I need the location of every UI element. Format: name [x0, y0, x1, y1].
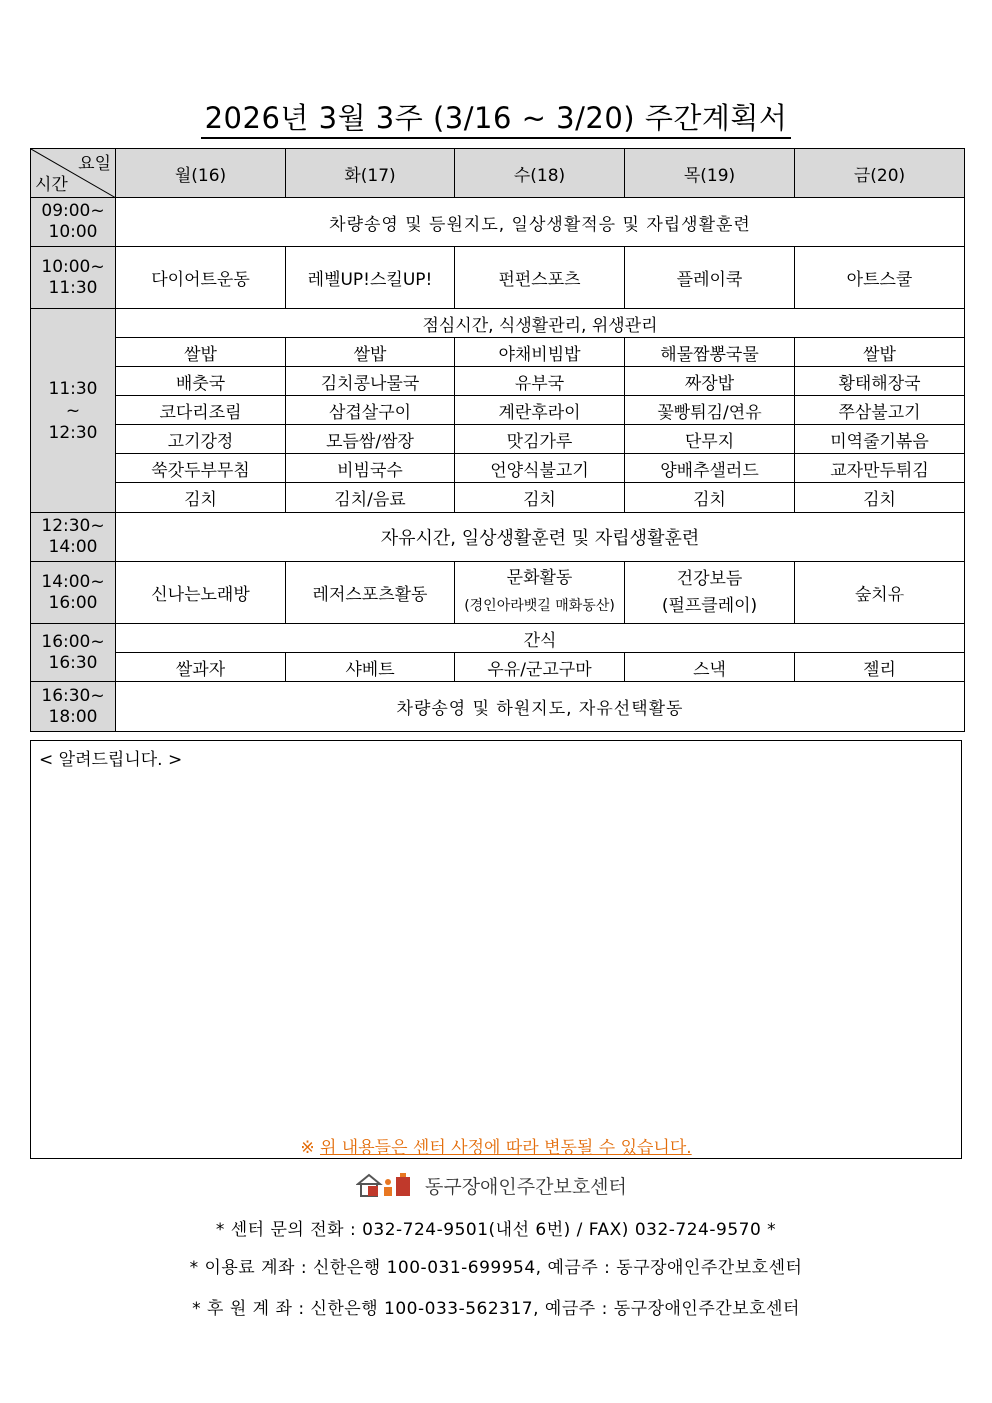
notice-box: [30, 740, 962, 1159]
lunch-header: 점심시간, 식생활관리, 위생관리: [116, 309, 965, 338]
menu-item: 맛김가루: [455, 425, 625, 454]
program-cell-thu: 건강보듬 (펄프클레이): [625, 562, 795, 624]
menu-item: 해물짬뽕국물: [625, 338, 795, 367]
program-cell-tue: 레저스포츠활동: [286, 562, 455, 624]
time-cell: 12:30~ 14:00: [31, 513, 116, 562]
notice-footer: [31, 1133, 961, 1158]
menu-row: [31, 425, 965, 454]
time-cell: 16:30~ 18:00: [31, 682, 116, 732]
snack-item: 젤리: [795, 653, 965, 682]
menu-row: [31, 338, 965, 367]
center-logo-icon: [356, 1171, 418, 1199]
menu-item: 단무지: [625, 425, 795, 454]
day-header-tue: 화(17): [286, 149, 455, 198]
menu-item: 쌀밥: [286, 338, 455, 367]
menu-item: 야채비빔밥: [455, 338, 625, 367]
menu-item: 김치콩나물국: [286, 367, 455, 396]
snack-item: 우유/군고구마: [455, 653, 625, 682]
menu-item: 계란후라이: [455, 396, 625, 425]
program-cell-fri: 아트스쿨: [795, 247, 965, 309]
program-cell-wed: 문화활동 (경인아라뱃길 매화동산): [455, 562, 625, 624]
menu-item: 황태해장국: [795, 367, 965, 396]
menu-row: [31, 367, 965, 396]
activity-cell: 자유시간, 일상생활훈련 및 자립생활훈련: [116, 513, 965, 562]
menu-item: 쌀밥: [795, 338, 965, 367]
menu-item: 미역줄기볶음: [795, 425, 965, 454]
lunch-header-row: [31, 309, 965, 338]
row-1000: [31, 247, 965, 309]
snack-row: [31, 653, 965, 682]
menu-item: 모듬쌈/쌈장: [286, 425, 455, 454]
activity-cell: 차량송영 및 하원지도, 자유선택활동: [116, 682, 965, 732]
contact-line: * 센터 문의 전화 : 032-724-9501(내선 6번) / FAX) 032-724-9570 *: [215, 1220, 777, 1240]
corner-day-label: 요일: [78, 154, 111, 174]
menu-item: 김치: [795, 483, 965, 513]
menu-item: 김치/음료: [286, 483, 455, 513]
menu-item: 쭈삼불고기: [795, 396, 965, 425]
time-cell: 14:00~ 16:00: [31, 562, 116, 624]
row-1400: [31, 562, 965, 624]
center-name: 동구장애인주간보호센터: [425, 1176, 627, 1198]
snack-item: 스낵: [625, 653, 795, 682]
corner-cell: [31, 149, 116, 198]
program-cell-mon: 다이어트운동: [116, 247, 286, 309]
program-cell-tue: 레벨UP!스킬UP!: [286, 247, 455, 309]
time-cell: 10:00~ 11:30: [31, 247, 116, 309]
program-cell-fri: 숲치유: [795, 562, 965, 624]
fee-account-line: * 이용료 계좌 : 신한은행 100-031-699954, 예금주 : 동구장애인주간보호센터: [189, 1258, 803, 1278]
snack-item: 샤베트: [286, 653, 455, 682]
menu-row: [31, 396, 965, 425]
menu-item: 삼겹살구이: [286, 396, 455, 425]
row-1230: [31, 513, 965, 562]
day-header-mon: 월(16): [116, 149, 286, 198]
menu-item: 교자만두튀김: [795, 454, 965, 483]
menu-row: [31, 483, 965, 513]
snack-item: 쌀과자: [116, 653, 286, 682]
menu-item: 코다리조림: [116, 396, 286, 425]
menu-item: 유부국: [455, 367, 625, 396]
menu-item: 고기강정: [116, 425, 286, 454]
notice-heading: < 알려드립니다. >: [39, 750, 183, 770]
program-cell-thu: 플레이쿡: [625, 247, 795, 309]
day-header-fri: 금(20): [795, 149, 965, 198]
notice-footer-text: 위 내용들은 센터 사정에 따라 변동될 수 있습니다.: [319, 1138, 692, 1158]
time-cell-lunch: 11:30 ~ 12:30: [31, 309, 116, 513]
menu-row: [31, 454, 965, 483]
activity-cell: 차량송영 및 등원지도, 일상생활적응 및 자립생활훈련: [116, 198, 965, 247]
menu-item: 꽃빵튀김/연유: [625, 396, 795, 425]
row-0900: [31, 198, 965, 247]
menu-item: 비빔국수: [286, 454, 455, 483]
day-header-thu: 목(19): [625, 149, 795, 198]
menu-item: 언양식불고기: [455, 454, 625, 483]
menu-item: 김치: [116, 483, 286, 513]
program-cell-wed: 펀펀스포츠: [455, 247, 625, 309]
schedule-table: [30, 148, 965, 732]
donation-account-line: * 후 원 계 좌 : 신한은행 100-033-562317, 예금주 : 동구장애인주간보호센터: [192, 1299, 800, 1319]
page-title: 2026년 3월 3주 (3/16 ~ 3/20) 주간계획서: [0, 96, 992, 137]
row-1630: [31, 682, 965, 732]
menu-item: 쌀밥: [116, 338, 286, 367]
snack-header-row: [31, 624, 965, 653]
menu-item: 쑥갓두부무침: [116, 454, 286, 483]
time-cell-snack: 16:00~ 16:30: [31, 624, 116, 682]
menu-item: 양배추샐러드: [625, 454, 795, 483]
menu-item: 김치: [625, 483, 795, 513]
corner-time-label: 시간: [35, 175, 68, 195]
note-mark: ※: [300, 1138, 320, 1158]
header-row: [31, 149, 965, 198]
program-cell-mon: 신나는노래방: [116, 562, 286, 624]
menu-item: 짜장밥: [625, 367, 795, 396]
menu-item: 배춧국: [116, 367, 286, 396]
snack-header: 간식: [116, 624, 965, 653]
day-header-wed: 수(18): [455, 149, 625, 198]
time-cell: 09:00~ 10:00: [31, 198, 116, 247]
menu-item: 김치: [455, 483, 625, 513]
